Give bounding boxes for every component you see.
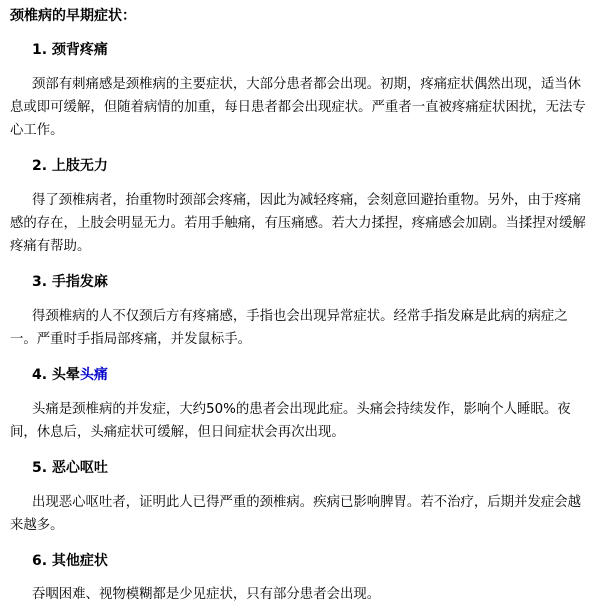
section-body-dizziness-headache: 头痛是颈椎病的并发症，大约50%的患者会出现此症。头痛会持续发作，影响个人睡眠。夜间，休息后，头痛症状可缓解，但日间症状会再次出现。 <box>10 402 571 440</box>
section-heading-finger-numbness: 3. 手指发麻 <box>32 274 108 290</box>
section-heading-dizziness-headache <box>32 365 108 385</box>
section-heading-arm-weakness: 2. 上肢无力 <box>32 158 108 174</box>
section-body-neck-pain: 颈部有刺痛感是颈椎病的主要症状，大部分患者都会出现。初期，疼痛症状偶然出现，适当休息或即可缓解，但随着病情的加重，每日患者都会出现症状。严重者一直被疼痛症状困扰，无法专心工作。 <box>10 77 586 138</box>
section-heading-other-symptoms: 6. 其他症状 <box>32 553 108 569</box>
section-body-other-symptoms: 吞咽困难、视物模糊都是少见症状，只有部分患者会出现。 <box>32 587 381 602</box>
section-heading-prefix: 4. 头晕 <box>32 367 80 383</box>
article-title: 颈椎病的早期症状： <box>10 8 136 24</box>
section-heading-neck-pain: 1. 颈背疼痛 <box>32 42 108 58</box>
section-body-arm-weakness: 得了颈椎病者，抬重物时颈部会疼痛，因此为减轻疼痛，会刻意回避抬重物。另外，由于疼痛感的存在，上肢会明显无力。若用手触痛，有压痛感。若大力揉捏，疼痛感会加剧。当揉捏对缓解疼痛有帮助。 <box>10 193 586 254</box>
headache-link[interactable]: 头痛 <box>79 367 108 383</box>
section-body-nausea: 出现恶心呕吐者，证明此人已得严重的颈椎病。疾病已影响脾胃。若不治疗，后期并发症会越来越多。 <box>10 495 582 533</box>
section-heading-nausea: 5. 恶心呕吐 <box>32 460 108 476</box>
section-body-finger-numbness: 得颈椎病的人不仅颈后方有疼痛感，手指也会出现异常症状。经常手指发麻是此病的病症之一。严重时手指局部疼痛，并发鼠标手。 <box>10 309 568 347</box>
